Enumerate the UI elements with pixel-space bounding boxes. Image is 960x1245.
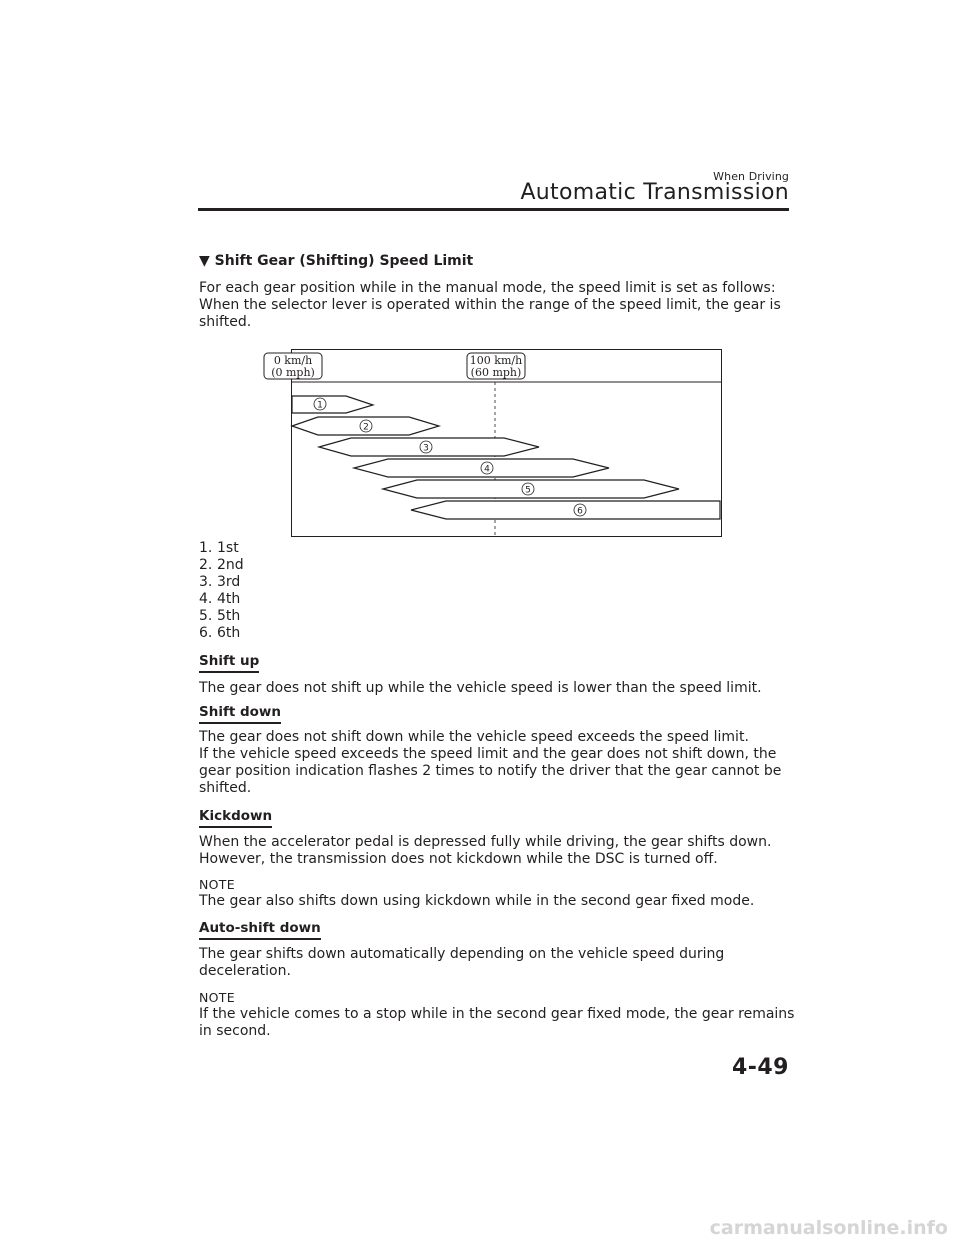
shift-down-line: If the vehicle speed exceeds the speed limit and the gear does not shift down, the xyxy=(199,746,777,762)
page-header-title: Automatic Transmission xyxy=(520,180,789,205)
list-item: 6. 6th xyxy=(199,625,241,641)
gear-3-number: 3 xyxy=(423,443,429,454)
gear-5-number: 5 xyxy=(525,485,531,496)
shift-down-heading: Shift down xyxy=(199,704,281,724)
gear-6-number: 6 xyxy=(577,506,583,517)
gear-1-number: 1 xyxy=(317,400,323,411)
gear-1-range-bar xyxy=(292,396,373,413)
shift-down-paragraph xyxy=(199,729,799,797)
shift-speed-limit-diagram xyxy=(271,349,722,537)
speed-100-label-line1: 100 km/h xyxy=(469,354,523,367)
shift-up-heading: Shift up xyxy=(199,653,259,673)
list-item: 1. 1st xyxy=(199,540,239,556)
shift-down-line: The gear does not shift down while the vehicle speed exceeds the speed limit. xyxy=(199,729,749,745)
auto-shift-down-heading: Auto-shift down xyxy=(199,920,321,940)
gear-4-number: 4 xyxy=(484,464,490,475)
kickdown-line: However, the transmission does not kickdown while the DSC is turned off. xyxy=(199,851,718,867)
kickdown-paragraph xyxy=(199,834,799,868)
list-item: 5. 5th xyxy=(199,608,241,624)
list-item: 2. 2nd xyxy=(199,557,244,573)
list-item: 4. 4th xyxy=(199,591,241,607)
header-divider xyxy=(198,208,789,211)
gear-2-number: 2 xyxy=(363,422,369,433)
gear-legend-list xyxy=(199,540,244,642)
speed-0-label-line1: 0 km/h xyxy=(273,354,313,367)
auto-shift-down-note-label: NOTE xyxy=(199,990,235,1005)
auto-shift-down-paragraph xyxy=(199,946,799,980)
intro-line: For each gear position while in the manual mode, the speed limit is set as follows: xyxy=(199,280,776,296)
intro-paragraph xyxy=(199,280,799,331)
auto-shift-down-line: The gear shifts down automatically depending on the vehicle speed during xyxy=(199,946,725,962)
header-section-label: When Driving xyxy=(713,170,789,183)
kickdown-note-label: NOTE xyxy=(199,877,235,892)
list-item: 3. 3rd xyxy=(199,574,241,590)
intro-line: shifted. xyxy=(199,314,252,330)
gear-6-range-bar xyxy=(411,501,720,519)
auto-shift-down-line: deceleration. xyxy=(199,963,291,979)
kickdown-note-text: The gear also shifts down using kickdown while in the second gear fixed mode. xyxy=(199,893,755,909)
section-title: ▼ Shift Gear (Shifting) Speed Limit xyxy=(199,253,474,269)
auto-shift-down-note xyxy=(199,1006,799,1040)
shift-up-text: The gear does not shift up while the vehicle speed is lower than the speed limit. xyxy=(199,680,762,696)
speed-100-label-line2: (60 mph) xyxy=(470,366,522,379)
intro-line: When the selector lever is operated within the range of the speed limit, the gear is xyxy=(199,297,781,313)
kickdown-line: When the accelerator pedal is depressed fully while driving, the gear shifts down. xyxy=(199,834,772,850)
auto-shift-down-note-line: in second. xyxy=(199,1023,271,1039)
shift-down-line: shifted. xyxy=(199,780,252,796)
shift-down-line: gear position indication flashes 2 times to notify the driver that the gear cannot be xyxy=(199,763,782,779)
auto-shift-down-note-line: If the vehicle comes to a stop while in the second gear fixed mode, the gear remains xyxy=(199,1006,795,1022)
kickdown-heading: Kickdown xyxy=(199,808,272,828)
site-watermark: carmanualsonline.info xyxy=(709,1217,948,1239)
page-number: 4-49 xyxy=(731,1055,789,1080)
speed-0-label-line2: (0 mph) xyxy=(271,366,315,379)
